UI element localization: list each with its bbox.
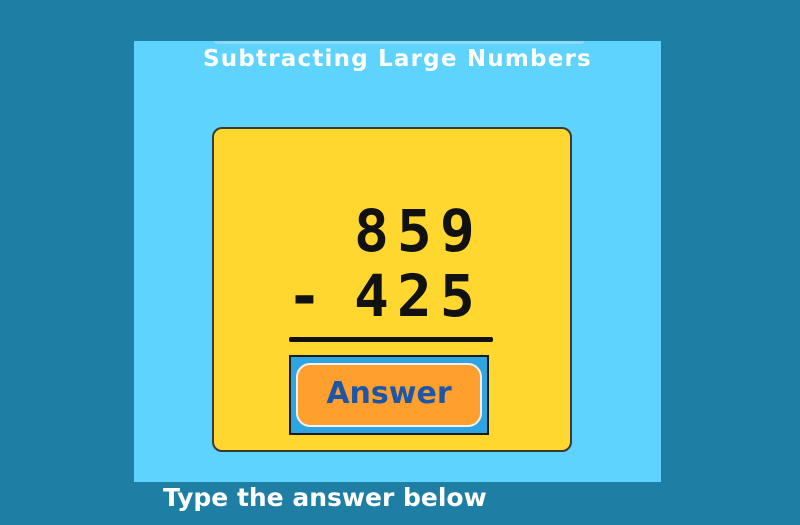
minuend: 859 [354, 197, 483, 265]
sum-line [289, 337, 493, 342]
game-panel [134, 41, 661, 482]
top-decoration [214, 41, 584, 44]
answer-frame [289, 355, 489, 435]
instruction-text: Type the answer below [163, 483, 487, 512]
page-title: Subtracting Large Numbers [203, 46, 592, 72]
problem-card [212, 127, 572, 452]
answer-button[interactable]: Answer [296, 363, 482, 427]
minus-sign: - [287, 262, 322, 330]
subtrahend: 425 [354, 262, 483, 330]
